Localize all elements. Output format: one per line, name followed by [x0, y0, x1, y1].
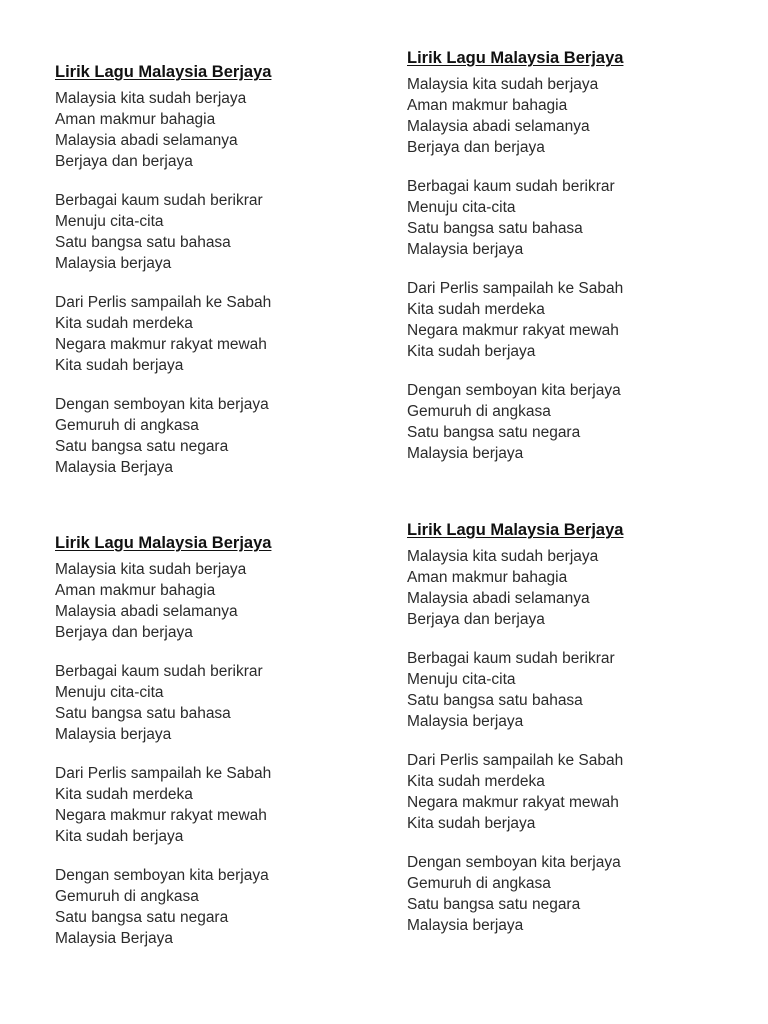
lyric-stanza	[407, 546, 727, 630]
lyric-line: Berjaya dan berjaya	[55, 153, 193, 170]
lyric-stanza	[407, 852, 727, 936]
lyric-line: Berbagai kaum sudah berikrar	[407, 650, 615, 667]
lyric-block-top-right	[407, 48, 727, 482]
lyric-stanza	[55, 394, 375, 478]
lyric-stanza	[55, 292, 375, 376]
lyric-line: Kita sudah merdeka	[55, 315, 193, 332]
lyric-line: Malaysia berjaya	[407, 713, 524, 730]
lyric-line: Gemuruh di angkasa	[407, 403, 551, 420]
lyric-line: Dengan semboyan kita berjaya	[407, 382, 621, 399]
lyric-line: Dari Perlis sampailah ke Sabah	[55, 294, 272, 311]
lyric-line: Satu bangsa satu bahasa	[55, 234, 231, 251]
lyric-line: Gemuruh di angkasa	[407, 875, 551, 892]
lyric-line: Kita sudah berjaya	[55, 357, 184, 374]
lyric-title: Lirik Lagu Malaysia Berjaya	[407, 521, 624, 539]
lyric-stanza	[55, 661, 375, 745]
lyric-line: Satu bangsa satu negara	[55, 438, 229, 455]
lyric-stanza	[407, 648, 727, 732]
lyric-line: Kita sudah merdeka	[55, 786, 193, 803]
lyric-line: Aman makmur bahagia	[407, 97, 568, 114]
lyric-title: Lirik Lagu Malaysia Berjaya	[55, 534, 272, 552]
lyric-line: Malaysia abadi selamanya	[407, 590, 590, 607]
lyric-line: Malaysia kita sudah berjaya	[55, 561, 247, 578]
lyric-line: Aman makmur bahagia	[55, 582, 216, 599]
lyric-line: Malaysia kita sudah berjaya	[407, 548, 599, 565]
lyric-line: Malaysia berjaya	[55, 255, 172, 272]
lyric-line: Kita sudah berjaya	[407, 815, 536, 832]
lyric-line: Dari Perlis sampailah ke Sabah	[407, 280, 624, 297]
lyric-line: Satu bangsa satu bahasa	[55, 705, 231, 722]
lyric-line: Aman makmur bahagia	[55, 111, 216, 128]
lyric-stanza	[55, 190, 375, 274]
lyric-line: Berjaya dan berjaya	[407, 139, 545, 156]
lyric-line: Kita sudah merdeka	[407, 301, 545, 318]
lyric-stanza	[55, 865, 375, 949]
lyric-line: Kita sudah berjaya	[55, 828, 184, 845]
lyric-line: Berbagai kaum sudah berikrar	[407, 178, 615, 195]
lyric-line: Malaysia abadi selamanya	[407, 118, 590, 135]
lyric-line: Malaysia kita sudah berjaya	[407, 76, 599, 93]
lyric-line: Dengan semboyan kita berjaya	[55, 396, 269, 413]
lyric-line: Menuju cita-cita	[55, 213, 164, 230]
lyric-line: Berjaya dan berjaya	[55, 624, 193, 641]
lyric-line: Satu bangsa satu negara	[407, 896, 581, 913]
lyric-line: Aman makmur bahagia	[407, 569, 568, 586]
lyric-stanza	[55, 559, 375, 643]
lyric-line: Malaysia abadi selamanya	[55, 132, 238, 149]
lyric-line: Negara makmur rakyat mewah	[407, 794, 619, 811]
lyric-line: Malaysia Berjaya	[55, 459, 174, 476]
lyric-line: Satu bangsa satu bahasa	[407, 220, 583, 237]
lyric-line: Menuju cita-cita	[55, 684, 164, 701]
lyric-line: Kita sudah berjaya	[407, 343, 536, 360]
lyric-line: Kita sudah merdeka	[407, 773, 545, 790]
lyric-line: Satu bangsa satu bahasa	[407, 692, 583, 709]
lyric-stanza	[407, 176, 727, 260]
lyric-line: Satu bangsa satu negara	[55, 909, 229, 926]
lyric-line: Negara makmur rakyat mewah	[407, 322, 619, 339]
lyric-line: Dari Perlis sampailah ke Sabah	[55, 765, 272, 782]
lyric-line: Malaysia berjaya	[407, 241, 524, 258]
lyric-block-bottom-right	[407, 520, 727, 954]
lyric-line: Malaysia abadi selamanya	[55, 603, 238, 620]
lyric-line: Malaysia kita sudah berjaya	[55, 90, 247, 107]
lyric-stanza	[407, 74, 727, 158]
lyric-stanza	[55, 763, 375, 847]
lyric-line: Malaysia berjaya	[407, 445, 524, 462]
lyric-line: Menuju cita-cita	[407, 199, 516, 216]
lyric-title: Lirik Lagu Malaysia Berjaya	[55, 63, 272, 81]
lyric-stanza	[407, 380, 727, 464]
lyric-line: Dari Perlis sampailah ke Sabah	[407, 752, 624, 769]
lyric-line: Dengan semboyan kita berjaya	[407, 854, 621, 871]
lyric-line: Berjaya dan berjaya	[407, 611, 545, 628]
lyric-title: Lirik Lagu Malaysia Berjaya	[407, 49, 624, 67]
lyric-line: Berbagai kaum sudah berikrar	[55, 663, 263, 680]
lyric-line: Malaysia berjaya	[407, 917, 524, 934]
lyric-block-top-left	[55, 62, 375, 496]
lyric-line: Negara makmur rakyat mewah	[55, 807, 267, 824]
lyric-line: Gemuruh di angkasa	[55, 888, 199, 905]
lyric-line: Berbagai kaum sudah berikrar	[55, 192, 263, 209]
lyric-stanza	[407, 278, 727, 362]
lyric-line: Malaysia Berjaya	[55, 930, 174, 947]
lyric-line: Gemuruh di angkasa	[55, 417, 199, 434]
lyric-stanza	[55, 88, 375, 172]
lyric-line: Negara makmur rakyat mewah	[55, 336, 267, 353]
lyric-block-bottom-left	[55, 533, 375, 967]
lyric-line: Menuju cita-cita	[407, 671, 516, 688]
lyric-line: Malaysia berjaya	[55, 726, 172, 743]
lyric-line: Satu bangsa satu negara	[407, 424, 581, 441]
lyric-stanza	[407, 750, 727, 834]
lyric-line: Dengan semboyan kita berjaya	[55, 867, 269, 884]
